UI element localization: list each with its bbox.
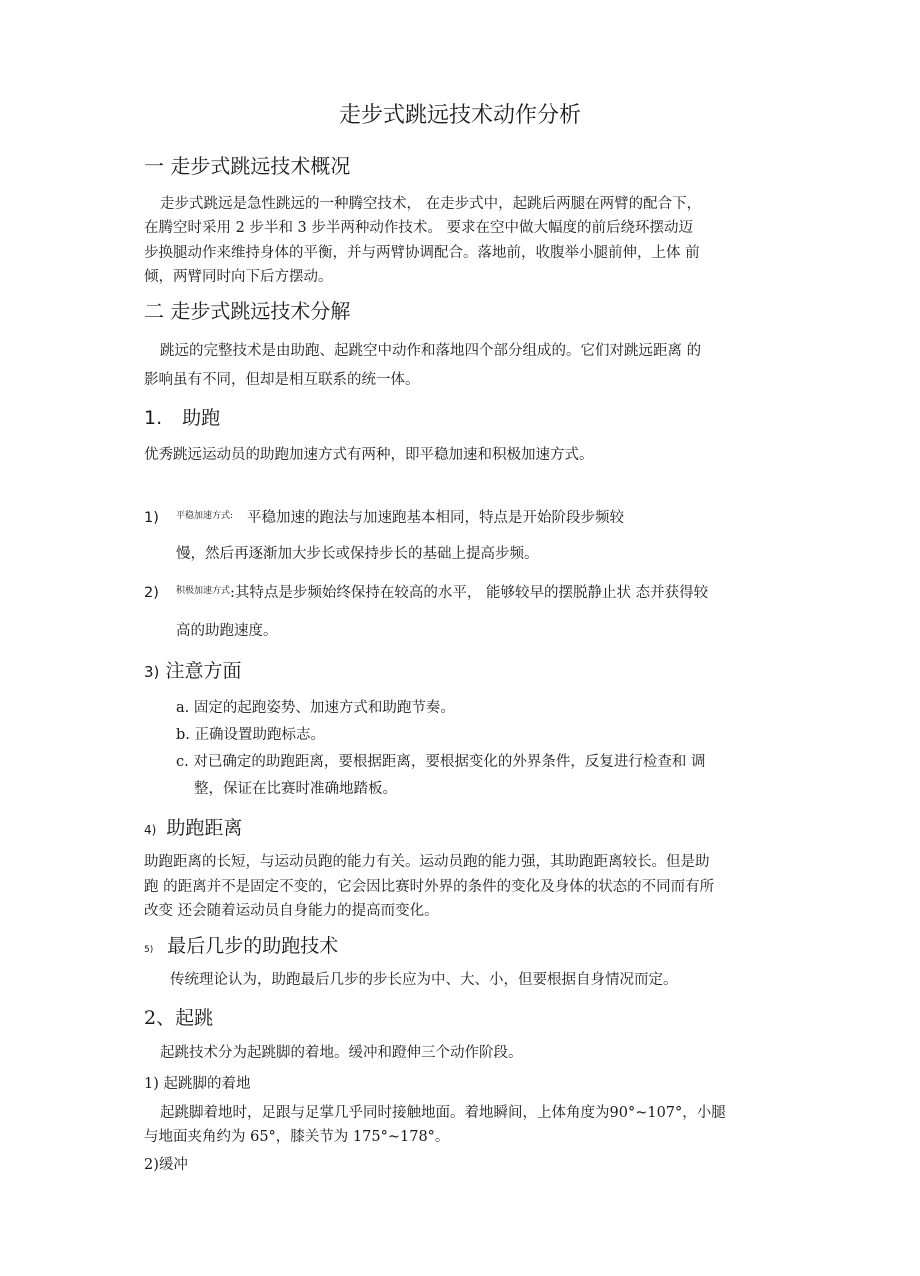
run-item-3-c-line-1: c. 对已确定的助跑距离，要根据距离，要根据变化的外界条件，反复进行检查和 调 (176, 754, 706, 770)
run-item-1-label: 平稳加速方式: (176, 511, 234, 521)
run-item-3-c-line-2: 整，保证在比赛时准确地踏板。 (194, 781, 397, 797)
run-item-3-heading (144, 656, 241, 683)
run-item-4-line-1: 助跑距离的长短，与运动员跑的能力有关。运动员跑的能力强，其助跑距离较长。但是助 (144, 854, 710, 870)
run-item-3-number: 3) (144, 663, 160, 681)
section-1-line-3: 步换腿动作来维持身体的平衡，并与两臂协调配合。落地前，收腹举小腿前伸，上体 前 (144, 245, 700, 261)
run-item-2-number: 2) (144, 585, 159, 601)
jump-sub-1-line-2: 与地面夹角约为 65°，膝关节为 175°~178°。 (144, 1129, 450, 1145)
section-1-line-1: 走步式跳远是急性跳远的一种腾空技术， 在走步式中，起跳后两腿在两臂的配合下， (160, 196, 702, 212)
document-title: 走步式跳远技术动作分析 (338, 103, 581, 128)
run-item-4-number: 4) (144, 823, 157, 837)
jump-heading: 2、起跳 (144, 1007, 214, 1029)
run-item-4-heading (144, 813, 242, 840)
run-heading-number: 1. (144, 407, 163, 429)
section-2-line-1: 跳远的完整技术是由助跑、起跳空中动作和落地四个部分组成的。它们对跳远距离 的 (160, 343, 702, 359)
section-1-line-2: 在腾空时采用 2 步半和 3 步半两种动作技术。 要求在空中做大幅度的前后绕环摆动迈 (144, 220, 693, 236)
run-item-3-b: b. 正确设置助跑标志。 (176, 727, 325, 743)
run-item-5-line: 传统理论认为，助跑最后几步的步长应为中、大、小，但要根据自身情况而定。 (170, 972, 678, 988)
jump-sub-2-heading: 2)缓冲 (144, 1157, 188, 1173)
run-item-1-text: 平稳加速的跑法与加速跑基本相同，特点是开始阶段步频较 (247, 510, 625, 526)
jump-sub-1-heading: 1) 起跳脚的着地 (144, 1076, 251, 1092)
run-item-2-text: :其特点是步频始终保持在较高的水平， 能够较早的摆脱静止状 态并获得较 (230, 585, 709, 601)
run-item-4-heading-text: 助跑距离 (166, 817, 243, 839)
run-item-5-heading (144, 931, 338, 958)
section-1-line-4: 倾，两臂同时向下后方摆动。 (144, 269, 333, 285)
run-intro: 优秀跳远运动员的助跑加速方式有两种，即平稳加速和积极加速方式。 (144, 447, 594, 463)
run-heading (144, 403, 220, 430)
run-item-4-line-3: 改变 还会随着运动员自身能力的提高而变化。 (144, 903, 439, 919)
run-item-2-label: 积极加速方式 (176, 586, 231, 596)
run-heading-text: 助跑 (182, 407, 221, 429)
jump-sub-1-line-1: 起跳脚着地时，足跟与足掌几乎同时接触地面。着地瞬间，上体角度为90°~107°，小腿 (160, 1105, 726, 1121)
run-item-5-heading-text: 最后几步的助跑技术 (167, 935, 339, 957)
run-item-2-line-2: 高的助跑速度。 (176, 623, 278, 639)
run-item-5-number: 5) (144, 945, 154, 955)
run-item-3-heading-text: 注意方面 (165, 660, 242, 682)
run-item-1-line-2: 慢，然后再逐渐加大步长或保持步长的基础上提高步频。 (176, 546, 539, 562)
run-item-4-line-2: 跑 的距离并不是固定不变的，它会因比赛时外界的条件的变化及身体的状态的不同而有所 (144, 879, 715, 895)
run-item-2-line-1 (144, 580, 708, 604)
jump-intro: 起跳技术分为起跳脚的着地。缓冲和蹬伸三个动作阶段。 (160, 1045, 523, 1061)
run-item-1-line-1 (144, 505, 624, 529)
section-2-line-2: 影响虽有不同，但却是相互联系的统一体。 (144, 372, 420, 388)
run-item-1-number: 1) (144, 510, 159, 526)
run-item-3-a: a. 固定的起跑姿势、加速方式和助跑节奏。 (176, 700, 455, 716)
section-2-heading: 二 走步式跳远技术分解 (144, 299, 351, 323)
section-1-heading: 一 走步式跳远技术概况 (144, 154, 351, 178)
